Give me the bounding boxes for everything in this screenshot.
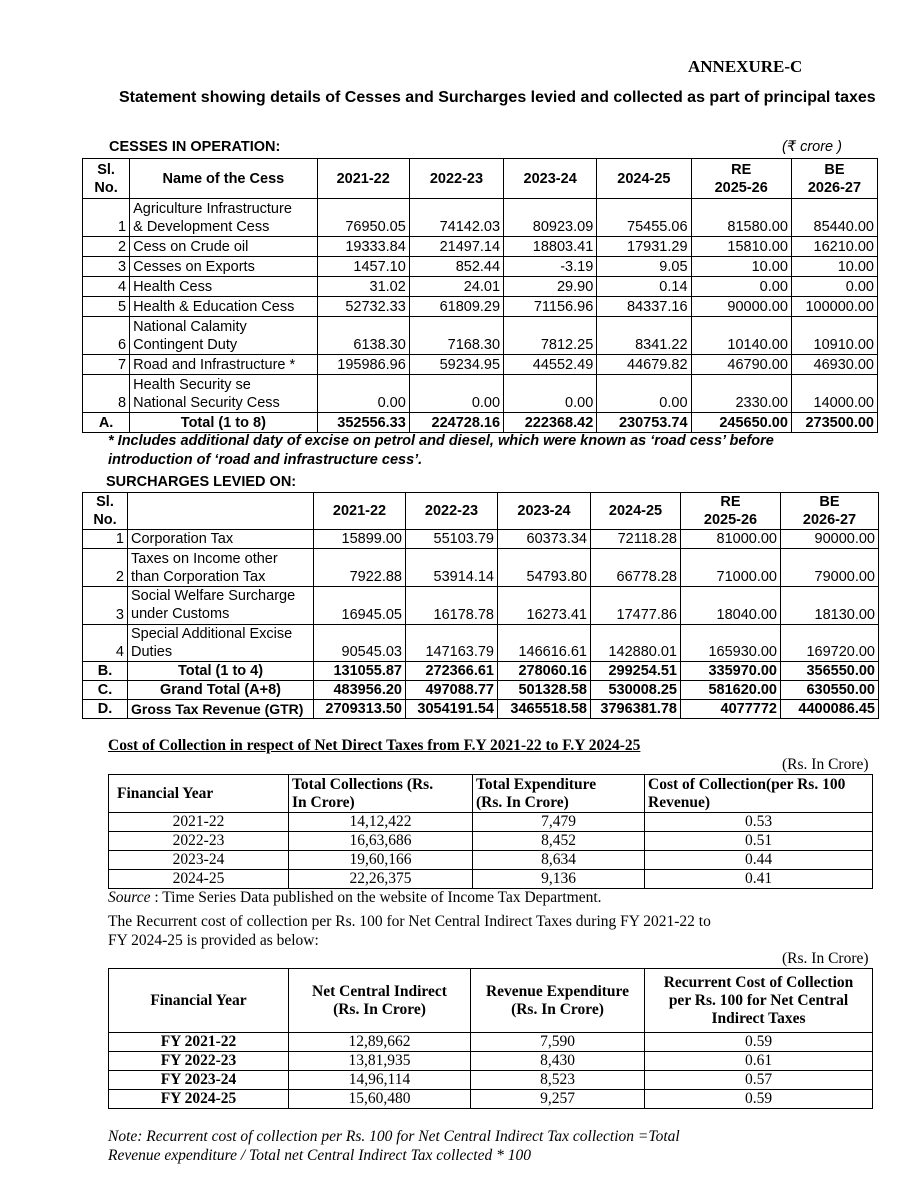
table-cell: 8,634 — [473, 851, 645, 870]
cess-name: Contingent Duty — [133, 337, 238, 353]
cost-header: Revenue) — [648, 793, 710, 811]
table-cell: 299254.51 — [591, 662, 681, 681]
table-cell: 53914.14 — [406, 549, 498, 587]
cost-header: Cost of Collection(per Rs. 100 — [648, 775, 846, 793]
table-cell: 0.00 — [504, 375, 597, 413]
table-cell: 8,430 — [471, 1052, 645, 1071]
surcharges-header-row — [83, 493, 879, 530]
table-cell: 90000.00 — [781, 530, 879, 549]
table-cell: 278060.16 — [498, 662, 591, 681]
cess-name: National Calamity — [133, 319, 247, 335]
table-cell: 501328.58 — [498, 681, 591, 700]
fy-header: Financial Year — [109, 969, 289, 1033]
table-cell: 14,96,114 — [289, 1071, 471, 1090]
table-cell: 224728.16 — [409, 413, 503, 433]
net-indirect-header: Net Central Indirect — [312, 982, 447, 1000]
table-cell: 13,81,935 — [289, 1052, 471, 1071]
direct-taxes-table — [108, 774, 873, 889]
surcharge-name: Social Welfare Surcharge — [131, 588, 296, 604]
table-cell: 0.00 — [409, 375, 503, 413]
table-cell: 72118.28 — [591, 530, 681, 549]
table-cell: 146616.61 — [498, 625, 591, 662]
expenditure-header: (Rs. In Crore) — [476, 793, 569, 811]
paragraph-line: FY 2024-25 is provided as below: — [108, 932, 319, 949]
note-line: Note: Recurrent cost of collection per Rs. 100 for Net Central Indirect Tax collection =Total — [108, 1128, 680, 1145]
cess-name: Road and Infrastructure * — [130, 355, 317, 375]
row-number: 1 — [83, 530, 128, 549]
row-number: 7 — [83, 355, 130, 375]
surcharge-name: Special Additional Excise — [131, 626, 293, 642]
table-cell: 131055.87 — [314, 662, 406, 681]
note-line: Revenue expenditure / Total net Central Indirect Tax collected * 100 — [108, 1147, 531, 1164]
table-cell: 15810.00 — [691, 237, 791, 257]
year-header: 2022-23 — [409, 159, 503, 199]
year-header: 2021-22 — [317, 159, 409, 199]
table-cell: 17477.86 — [591, 587, 681, 625]
cess-name: Agriculture Infrastructure — [133, 201, 292, 217]
table-cell: -3.19 — [504, 257, 597, 277]
recurrent-cost-header: Indirect Taxes — [711, 1009, 806, 1027]
table-cell: 581620.00 — [681, 681, 781, 700]
collections-header: In Crore) — [292, 793, 355, 811]
table-cell: 3465518.58 — [498, 700, 591, 719]
source-label: Source — [108, 889, 151, 906]
collections-header: Total Collections (Rs. — [292, 775, 434, 793]
table-cell: 7922.88 — [314, 549, 406, 587]
table-cell: 147163.79 — [406, 625, 498, 662]
be-year-header: 2026-27 — [807, 179, 862, 196]
table-cell: 8,523 — [471, 1071, 645, 1090]
table-row — [83, 199, 878, 237]
row-number: 6 — [83, 317, 130, 355]
table-cell: 0.41 — [645, 870, 873, 889]
financial-year: FY 2021-22 — [109, 1033, 289, 1052]
table-cell: 80923.09 — [504, 199, 597, 237]
net-indirect-header: (Rs. In Crore) — [333, 1000, 426, 1018]
table-cell: 335970.00 — [681, 662, 781, 681]
cess-name: Cess on Crude oil — [130, 237, 317, 257]
cesses-unit: (₹ crore ) — [782, 139, 842, 155]
table-cell: 4400086.45 — [781, 700, 879, 719]
table-row — [83, 277, 878, 297]
footnote-line: * Includes additional daty of excise on petrol and diesel, which were known as ‘road cess’ before — [108, 433, 774, 449]
surcharge-name: Duties — [131, 644, 173, 660]
table-row — [109, 851, 873, 870]
table-cell: 29.90 — [504, 277, 597, 297]
expenditure-header: Total Expenditure — [476, 775, 597, 793]
table-cell: 0.53 — [645, 813, 873, 832]
table-cell: 19,60,166 — [289, 851, 473, 870]
page-title: Statement showing details of Cesses and Surcharges levied and collected as part of principal taxes — [119, 89, 876, 106]
table-cell: 31.02 — [317, 277, 409, 297]
table-cell: 9,136 — [473, 870, 645, 889]
table-cell: 24.01 — [409, 277, 503, 297]
table-cell: 0.00 — [691, 277, 791, 297]
cess-name: National Security Cess — [133, 395, 280, 411]
sl-header: Sl. — [96, 494, 114, 510]
revenue-expenditure-header: Revenue Expenditure — [485, 982, 630, 1000]
table-cell: 0.00 — [597, 375, 691, 413]
financial-year: FY 2022-23 — [109, 1052, 289, 1071]
row-number: 2 — [83, 237, 130, 257]
row-number: 5 — [83, 297, 130, 317]
financial-year: 2024-25 — [109, 870, 289, 889]
indirect-unit: (Rs. In Crore) — [782, 950, 869, 967]
year-header: 2023-24 — [504, 159, 597, 199]
table-row — [109, 1090, 873, 1109]
table-cell: 90000.00 — [691, 297, 791, 317]
row-number: 1 — [83, 199, 130, 237]
table-cell: 18803.41 — [504, 237, 597, 257]
total-label: Total (1 to 8) — [130, 413, 317, 433]
table-cell: 52732.33 — [317, 297, 409, 317]
table-cell: 16178.78 — [406, 587, 498, 625]
table-cell: 75455.06 — [597, 199, 691, 237]
table-cell: 12,89,662 — [289, 1033, 471, 1052]
table-row — [83, 317, 878, 355]
table-cell: 16,63,686 — [289, 832, 473, 851]
table-cell: 79000.00 — [781, 549, 879, 587]
source-note — [108, 889, 602, 907]
table-cell: 8,452 — [473, 832, 645, 851]
row-number: 8 — [83, 375, 130, 413]
table-row — [83, 355, 878, 375]
be-header: BE — [819, 494, 840, 510]
grand-total-row — [83, 681, 879, 700]
revenue-expenditure-header: (Rs. In Crore) — [511, 1000, 604, 1018]
cess-name: Health Cess — [130, 277, 317, 297]
table-cell: 15899.00 — [314, 530, 406, 549]
re-header: RE — [731, 161, 752, 178]
row-number: 4 — [83, 625, 128, 662]
total-label: Total (1 to 4) — [128, 662, 314, 681]
cess-name-header: Name of the Cess — [130, 159, 317, 199]
table-cell: 272366.61 — [406, 662, 498, 681]
surcharges-heading: SURCHARGES LEVIED ON: — [106, 474, 297, 490]
table-cell: 100000.00 — [791, 297, 877, 317]
table-cell: 10910.00 — [791, 317, 877, 355]
table-row — [83, 237, 878, 257]
table-cell: 10140.00 — [691, 317, 791, 355]
table-cell: 7,590 — [471, 1033, 645, 1052]
paragraph-line: The Recurrent cost of collection per Rs. 100 for Net Central Indirect Taxes during FY 2021-22 to — [108, 913, 711, 930]
table-cell: 245650.00 — [691, 413, 791, 433]
table-cell: 0.00 — [791, 277, 877, 297]
table-cell: 630550.00 — [781, 681, 879, 700]
table-cell: 44552.49 — [504, 355, 597, 375]
table-cell: 483956.20 — [314, 681, 406, 700]
re-year-header: 2025-26 — [714, 179, 768, 196]
table-cell: 19333.84 — [317, 237, 409, 257]
be-year-header: 2026-27 — [802, 512, 857, 528]
table-cell: 222368.42 — [504, 413, 597, 433]
table-cell: 9.05 — [597, 257, 691, 277]
table-row — [83, 297, 878, 317]
direct-unit: (Rs. In Crore) — [782, 756, 869, 773]
table-cell: 195986.96 — [317, 355, 409, 375]
indirect-taxes-table — [108, 968, 873, 1109]
financial-year: 2023-24 — [109, 851, 289, 870]
row-number: 3 — [83, 257, 130, 277]
row-number: 3 — [83, 587, 128, 625]
table-row — [83, 530, 879, 549]
cesses-header-row — [83, 159, 878, 199]
table-cell: 356550.00 — [781, 662, 879, 681]
surcharges-table — [82, 492, 879, 719]
table-cell: 16945.05 — [314, 587, 406, 625]
cess-name: Cesses on Exports — [130, 257, 317, 277]
table-row — [83, 549, 879, 587]
table-cell: 15,60,480 — [289, 1090, 471, 1109]
table-cell: 2330.00 — [691, 375, 791, 413]
table-cell: 8341.22 — [597, 317, 691, 355]
recurrent-cost-header: per Rs. 100 for Net Central — [668, 991, 849, 1009]
year-header: 2023-24 — [498, 493, 591, 530]
row-number: D. — [83, 700, 128, 719]
surcharge-name: under Customs — [131, 606, 230, 622]
table-cell: 2709313.50 — [314, 700, 406, 719]
table-cell: 90545.03 — [314, 625, 406, 662]
direct-taxes-title: Cost of Collection in respect of Net Direct Taxes from F.Y 2021-22 to F.Y 2024-25 — [108, 737, 641, 754]
re-header: RE — [720, 494, 741, 510]
table-cell: 4077772 — [681, 700, 781, 719]
table-cell: 0.00 — [317, 375, 409, 413]
financial-year: 2022-23 — [109, 832, 289, 851]
table-cell: 352556.33 — [317, 413, 409, 433]
table-row — [109, 813, 873, 832]
table-cell: 17931.29 — [597, 237, 691, 257]
re-year-header: 2025-26 — [703, 512, 758, 528]
table-cell: 85440.00 — [791, 199, 877, 237]
surcharge-name: Taxes on Income other — [131, 551, 278, 567]
total-row — [83, 662, 879, 681]
table-cell: 273500.00 — [791, 413, 877, 433]
table-cell: 71156.96 — [504, 297, 597, 317]
table-cell: 169720.00 — [781, 625, 879, 662]
table-cell: 16210.00 — [791, 237, 877, 257]
table-cell: 66778.28 — [591, 549, 681, 587]
table-cell: 7812.25 — [504, 317, 597, 355]
no-header: No. — [94, 179, 118, 196]
table-cell: 21497.14 — [409, 237, 503, 257]
table-cell: 3796381.78 — [591, 700, 681, 719]
financial-year: 2021-22 — [109, 813, 289, 832]
table-cell: 0.14 — [597, 277, 691, 297]
table-cell: 46930.00 — [791, 355, 877, 375]
sl-header: Sl. — [97, 161, 115, 178]
table-cell: 81580.00 — [691, 199, 791, 237]
table-cell: 81000.00 — [681, 530, 781, 549]
indirect-header-row — [109, 969, 873, 1033]
table-cell: 74142.03 — [409, 199, 503, 237]
annexure-label: ANNEXURE-C — [688, 57, 803, 76]
table-row — [83, 257, 878, 277]
table-cell: 7168.30 — [409, 317, 503, 355]
table-cell: 46790.00 — [691, 355, 791, 375]
table-cell: 84337.16 — [597, 297, 691, 317]
table-cell: 44679.82 — [597, 355, 691, 375]
gtr-label: Gross Tax Revenue (GTR) — [128, 700, 314, 719]
table-row — [109, 1033, 873, 1052]
table-cell: 71000.00 — [681, 549, 781, 587]
table-cell: 76950.05 — [317, 199, 409, 237]
cess-name: Health & Education Cess — [130, 297, 317, 317]
table-cell: 0.51 — [645, 832, 873, 851]
row-number: C. — [83, 681, 128, 700]
surcharge-name: than Corporation Tax — [131, 569, 266, 585]
table-cell: 142880.01 — [591, 625, 681, 662]
table-cell: 3054191.54 — [406, 700, 498, 719]
table-cell: 497088.77 — [406, 681, 498, 700]
year-header: 2021-22 — [314, 493, 406, 530]
table-cell: 230753.74 — [597, 413, 691, 433]
table-cell: 530008.25 — [591, 681, 681, 700]
row-number: 2 — [83, 549, 128, 587]
recurrent-cost-header: Recurrent Cost of Collection — [663, 973, 854, 991]
row-number: B. — [83, 662, 128, 681]
table-cell: 60373.34 — [498, 530, 591, 549]
table-cell: 14,12,422 — [289, 813, 473, 832]
financial-year: FY 2024-25 — [109, 1090, 289, 1109]
table-cell: 165930.00 — [681, 625, 781, 662]
gtr-row — [83, 700, 879, 719]
source-text: : Time Series Data published on the website of Income Tax Department. — [150, 889, 602, 906]
cess-name: & Development Cess — [133, 219, 270, 235]
table-cell: 9,257 — [471, 1090, 645, 1109]
surcharge-name: Corporation Tax — [128, 530, 314, 549]
table-cell: 55103.79 — [406, 530, 498, 549]
grand-total-label: Grand Total (A+8) — [128, 681, 314, 700]
table-row — [83, 625, 879, 662]
table-cell: 6138.30 — [317, 317, 409, 355]
cesses-table — [82, 158, 878, 433]
table-cell: 54793.80 — [498, 549, 591, 587]
table-cell: 16273.41 — [498, 587, 591, 625]
total-row — [83, 413, 878, 433]
table-row — [109, 1052, 873, 1071]
row-number: A. — [83, 413, 130, 433]
table-cell: 14000.00 — [791, 375, 877, 413]
table-cell: 0.57 — [645, 1071, 873, 1090]
table-row — [83, 375, 878, 413]
cess-name: Health Security se — [133, 377, 251, 393]
no-header: No. — [93, 512, 117, 528]
table-cell: 59234.95 — [409, 355, 503, 375]
table-cell: 0.59 — [645, 1033, 873, 1052]
table-cell: 7,479 — [473, 813, 645, 832]
table-cell: 852.44 — [409, 257, 503, 277]
table-cell: 61809.29 — [409, 297, 503, 317]
table-row — [83, 587, 879, 625]
year-header: 2024-25 — [591, 493, 681, 530]
table-cell: 0.59 — [645, 1090, 873, 1109]
table-cell: 0.61 — [645, 1052, 873, 1071]
table-row — [109, 832, 873, 851]
year-header: 2022-23 — [406, 493, 498, 530]
be-header: BE — [824, 161, 845, 178]
row-number: 4 — [83, 277, 130, 297]
cesses-heading: CESSES IN OPERATION: — [109, 139, 281, 155]
direct-header-row — [109, 775, 873, 813]
financial-year: FY 2023-24 — [109, 1071, 289, 1090]
table-row — [109, 1071, 873, 1090]
table-cell: 0.44 — [645, 851, 873, 870]
table-cell: 18040.00 — [681, 587, 781, 625]
table-cell: 1457.10 — [317, 257, 409, 277]
year-header: 2024-25 — [597, 159, 691, 199]
table-cell: 18130.00 — [781, 587, 879, 625]
fy-header: Financial Year — [109, 775, 289, 813]
footnote-line: introduction of ‘road and infrastructure cess’. — [108, 452, 423, 468]
table-cell: 10.00 — [791, 257, 877, 277]
table-cell: 22,26,375 — [289, 870, 473, 889]
table-row — [109, 870, 873, 889]
table-cell: 10.00 — [691, 257, 791, 277]
